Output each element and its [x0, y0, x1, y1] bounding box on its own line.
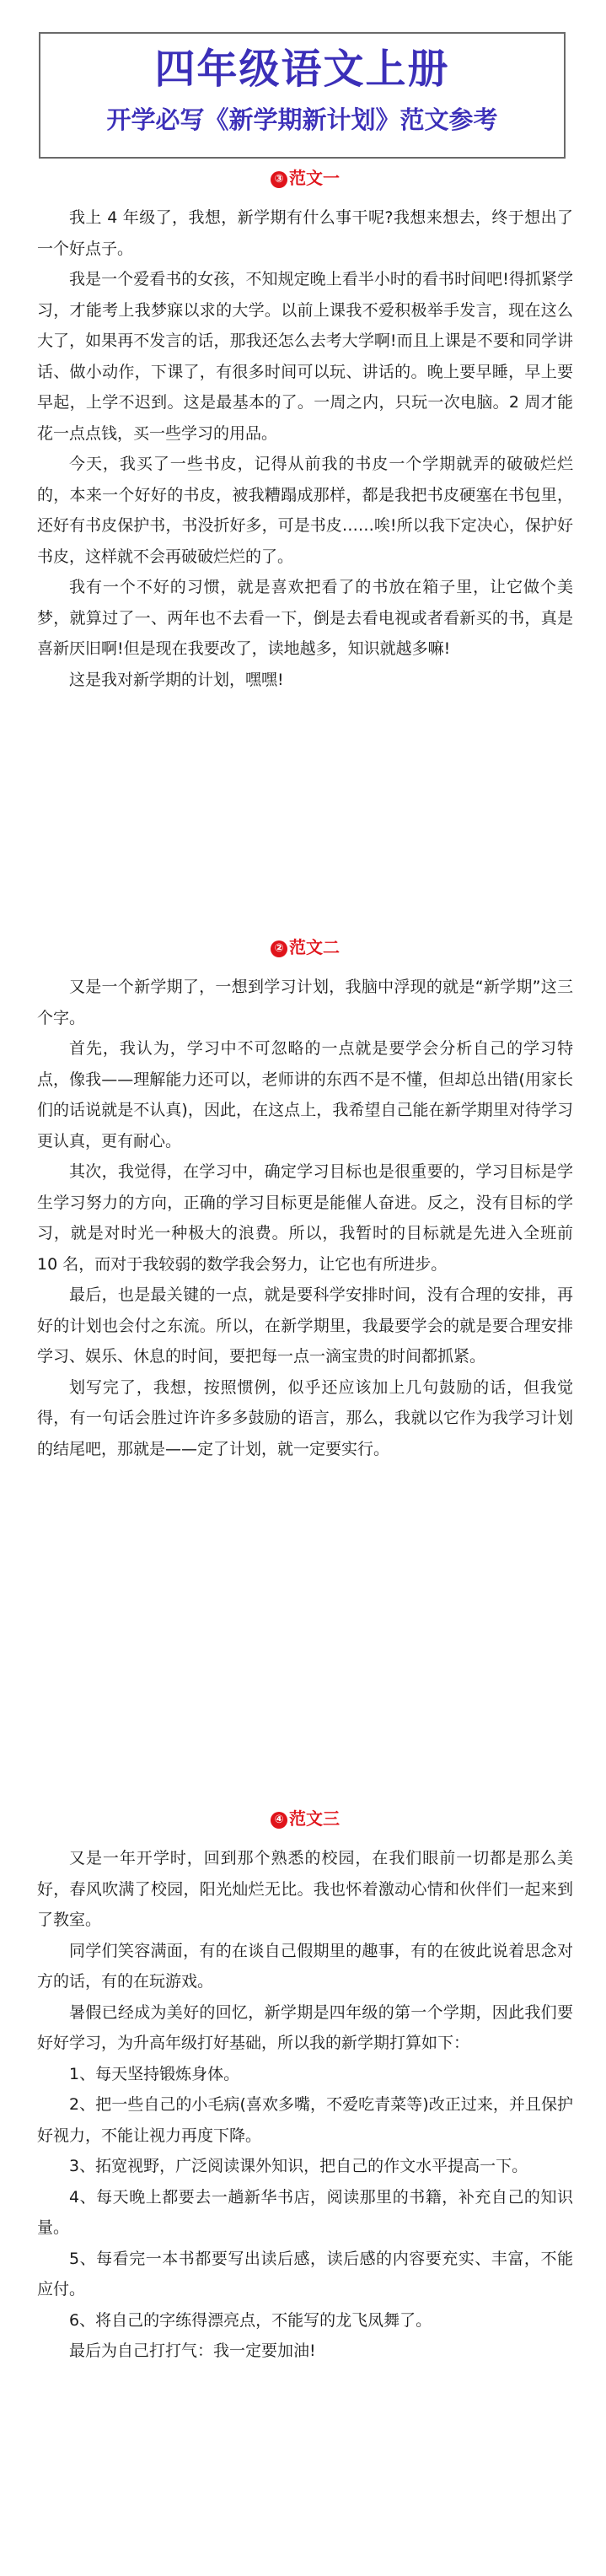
- section-title: 范文三: [289, 1808, 340, 1829]
- section-number-badge: ②: [271, 940, 287, 957]
- paragraph: 同学们笑容满面，有的在谈自己假期里的趣事，有的在彼此说着思念对方的话，有的在玩游戏。: [37, 1941, 573, 1991]
- section-number-badge: ③: [271, 171, 287, 188]
- paragraph: 其次，我觉得，在学习中，确定学习目标也是很重要的，学习目标是学生学习努力的方向，正确的学习目标更是能催人奋进。反之，没有目标的学习，就是对时光一种极大的浪费。所以，我暂时的目标就是先进入全班前 10 名，而对于我较弱的数学我会努力，让它也有所进步。: [37, 1162, 573, 1274]
- list-item: 1、每天坚持锻炼身体。: [69, 2064, 240, 2083]
- list-item: 2、把一些自己的小毛病(喜欢多嘴，不爱吃青菜等)改正过来，并且保护好视力，不能让视力再度下降。: [37, 2095, 573, 2145]
- essay-section-3: [37, 1806, 573, 2367]
- list-item: 5、每看完一本书都要写出读后感，读后感的内容要充实、丰富，不能应付。: [37, 2249, 573, 2298]
- section-title: 范文一: [289, 168, 340, 188]
- section-heading: [37, 165, 573, 191]
- paragraph: 暑假已经成为美好的回忆，新学期是四年级的第一个学期，因此我们要好好学习，为升高年级打好基础，所以我的新学期打算如下：: [37, 2002, 573, 2052]
- list-item: 4、每天晚上都要去一趟新华书店，阅读那里的书籍，补充自己的知识量。: [37, 2187, 573, 2237]
- paragraph: 我上 4 年级了，我想，新学期有什么事干呢?我想来想去，终于想出了一个好点子。: [37, 208, 573, 258]
- list-item: 6、将自己的字练得漂亮点，不能写的龙飞凤舞了。: [69, 2310, 432, 2330]
- page-title: 四年级语文上册: [154, 46, 450, 93]
- list-item: 3、拓宽视野，广泛阅读课外知识，把自己的作文水平提高一下。: [69, 2157, 528, 2175]
- paragraph: 我有一个不好的习惯，就是喜欢把看了的书放在箱子里，让它做个美梦，就算过了一、两年也不去看一下，倒是去看电视或者看新买的书，真是喜新厌旧啊!但是现在我要改了，读地越多，知识就越多嘛!: [37, 578, 573, 658]
- essay-section-2: [37, 935, 573, 1464]
- section-number-badge: ④: [271, 1812, 287, 1829]
- page-subtitle: 开学必写《新学期新计划》范文参考: [106, 105, 498, 134]
- essay-section-1: [37, 165, 573, 695]
- paragraph: 又是一年开学时，回到那个熟悉的校园，在我们眼前一切都是那么美好，春风吹满了校园，阳光灿烂无比。我也怀着激动心情和伙伴们一起来到了教室。: [37, 1849, 573, 1929]
- paragraph: 最后为自己打打气：我一定要加油!: [69, 2342, 316, 2360]
- paragraph: 划写完了，我想，按照惯例，似乎还应该加上几句鼓励的话，但我觉得，有一句话会胜过许许多多鼓励的语言，那么，我就以它作为我学习计划的结尾吧，那就是——定了计划，就一定要实行。: [37, 1377, 573, 1458]
- paragraph: 首先，我认为，学习中不可忽略的一点就是要学会分析自己的学习特点，像我——理解能力还可以，老师讲的东西不是不懂，但却总出错(用家长们的话说就是不认真)，因此，在这点上，我希望自己能在新学期里对待学习更认真，更有耐心。: [37, 1039, 573, 1151]
- paragraph: 最后，也是最关键的一点，就是要科学安排时间，没有合理的安排，再好的计划也会付之东流。所以，在新学期里，我最要学会的就是要合理安排学习、娱乐、休息的时间，要把每一点一滴宝贵的时间都抓紧。: [37, 1285, 573, 1366]
- paragraph: 这是我对新学期的计划，嘿嘿!: [69, 670, 284, 689]
- section-heading: [37, 1806, 573, 1831]
- section-heading: [37, 935, 573, 960]
- paragraph: 我是一个爱看书的女孩，不知规定晚上看半小时的看书时间吧!得抓紧学习，才能考上我梦寐以求的大学。以前上课我不爱积极举手发言，现在这么大了，如果再不发言的话，那我还怎么去考大学啊!而且上课是不要和同学讲话、做小动作，下课了，有很多时间可以玩、讲话的。晚上要早睡，早上要早起，上学不迟到。这是最基本的了。一周之内，只玩一次电脑。2 周才能花一点点钱，买一些学习的用品。: [37, 270, 573, 443]
- paragraph: 又是一个新学期了，一想到学习计划，我脑中浮现的就是“新学期”这三个字。: [37, 978, 573, 1027]
- title-banner: [39, 32, 566, 159]
- section-title: 范文二: [289, 937, 340, 957]
- paragraph: 今天，我买了一些书皮，记得从前我的书皮一个学期就弄的破破烂烂的，本来一个好好的书皮，被我糟蹋成那样，都是我把书皮硬塞在书包里，还好有书皮保护书，书没折好多，可是书皮……唉!所以我下定决心，保护好书皮，这样就不会再破破烂烂的了。: [37, 455, 573, 566]
